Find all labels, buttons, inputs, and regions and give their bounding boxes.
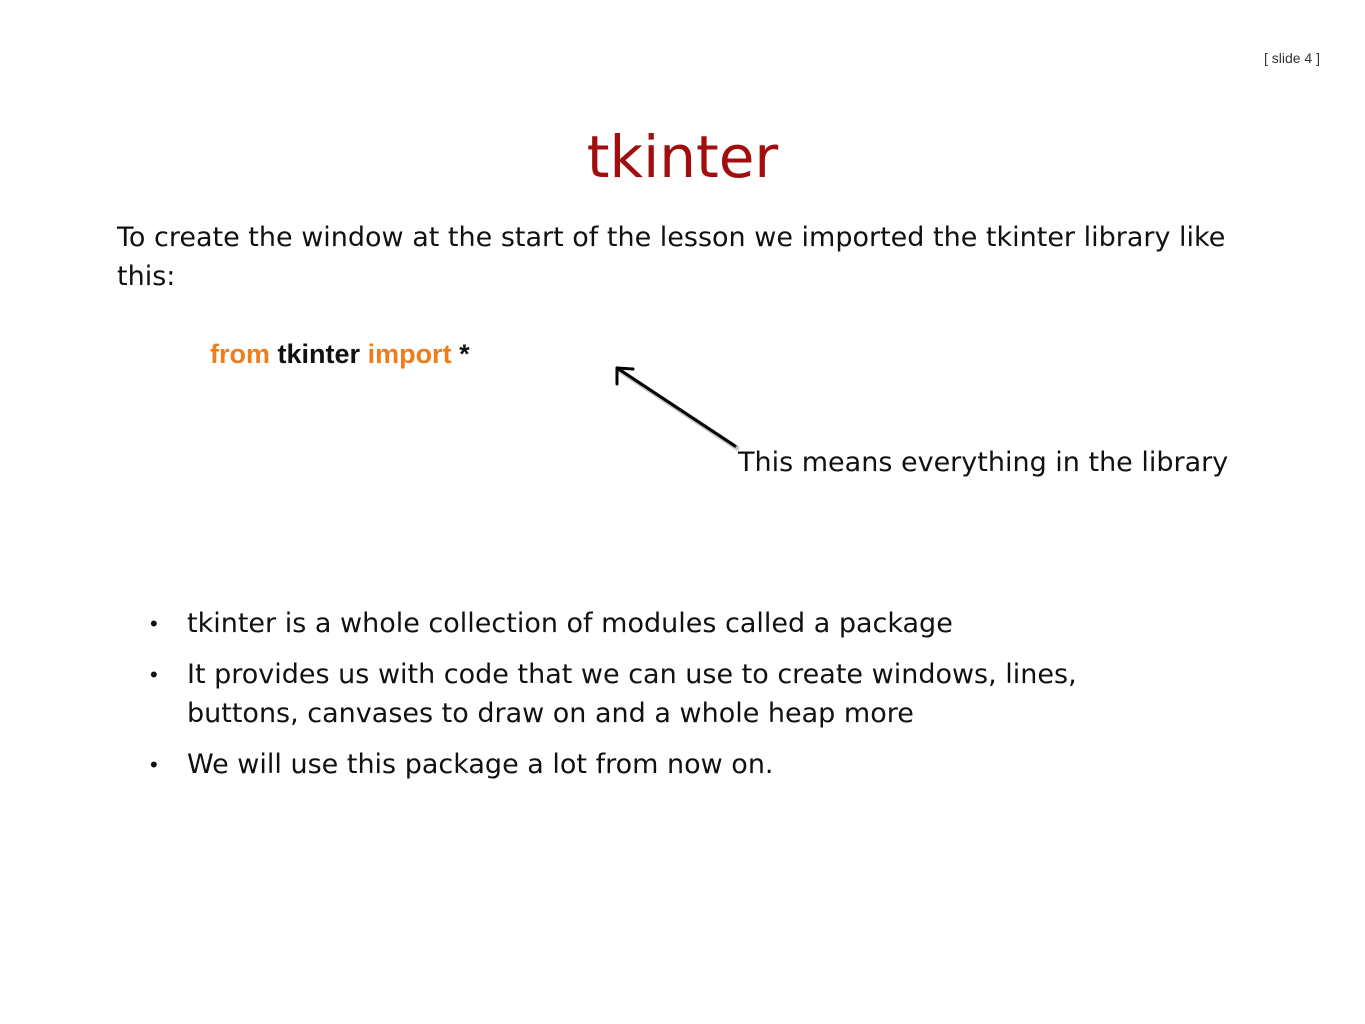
intro-paragraph: To create the window at the start of the lesson we imported the tkinter library like this:	[117, 222, 1226, 292]
bullet-list	[150, 604, 1150, 796]
code-keyword-from: from	[210, 339, 270, 369]
code-star: *	[459, 339, 470, 369]
bullet-icon: •	[150, 662, 158, 687]
bullet-item	[150, 655, 1150, 733]
code-line	[210, 336, 470, 372]
bullet-text: tkinter is a whole collection of modules called a package	[187, 608, 953, 639]
code-keyword-import: import	[367, 339, 452, 369]
slide-number: [ slide 4 ]	[1263, 50, 1320, 66]
pointer-arrow-icon	[600, 360, 750, 460]
bullet-item	[150, 604, 1150, 643]
slide-title: tkinter	[586, 123, 779, 191]
code-module-name: tkinter	[277, 339, 361, 369]
bullet-item	[150, 745, 1150, 784]
bullet-icon: •	[150, 752, 158, 777]
bullet-icon: •	[150, 611, 158, 636]
bullet-text: We will use this package a lot from now on.	[187, 749, 774, 780]
bullet-text: It provides us with code that we can use to create windows, lines, buttons, canvases to draw on and a whole heap more	[187, 659, 1077, 729]
annotation-text: This means everything in the library	[738, 447, 1229, 478]
